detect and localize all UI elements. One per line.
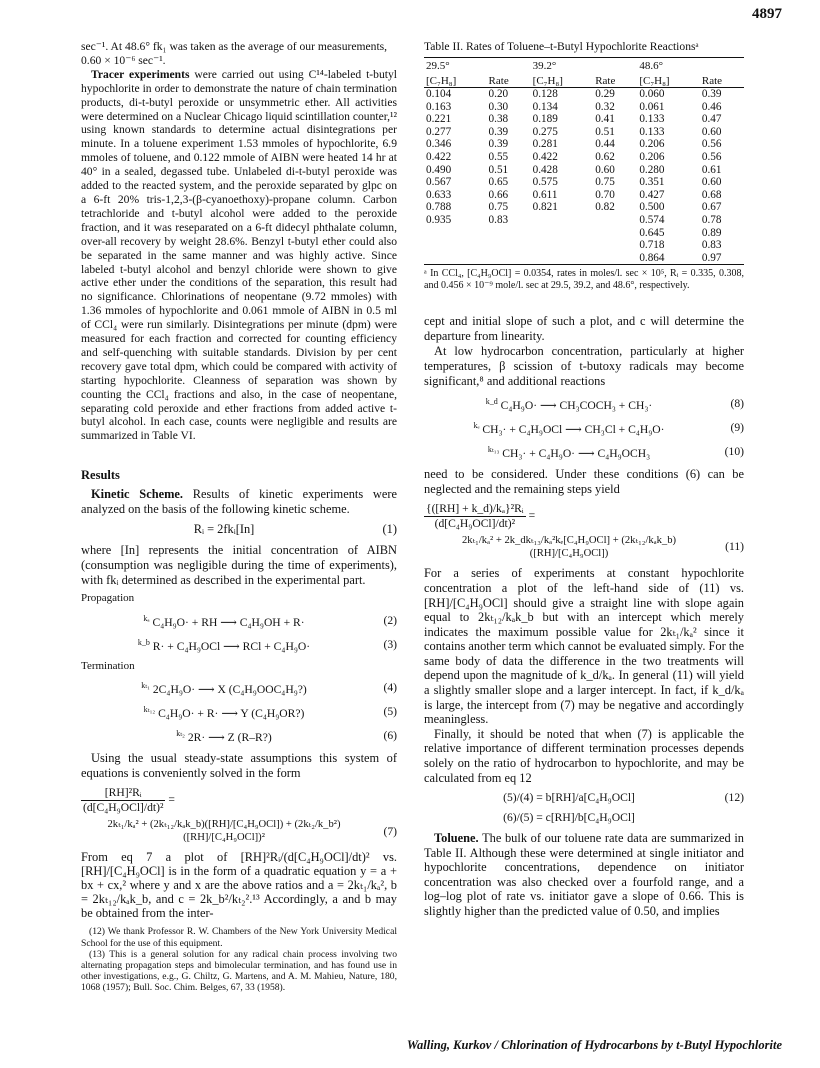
table-col-rate: Rate [593,73,637,88]
table-temperature-row [424,57,744,72]
table-cell: 0.70 [595,188,615,201]
table-cell: 0.67 [701,201,722,214]
equation-5-body: C₄H₉O· + R· ⟶ Y (C₄H₉OR?) [158,707,305,721]
footnote-12: (12) We thank Professor R. W. Chambers of the New York University Medical School for the use of this equipment. [81,926,397,949]
table-cell [487,239,531,252]
kinetic-paragraph [81,487,397,517]
equation-4-body: 2C₄H₉O· ⟶ X (C₄H₉OOC₄H₉?) [152,683,307,697]
results-heading: Results [81,468,120,483]
equation-1-number: (1) [382,522,397,537]
equation-10 [424,443,744,461]
table-header-row [424,73,744,88]
equation-7: $\frac{\text{[RH]²Rᵢ}}{\text{(d[C₄H₉OCl]/dt)²}}$ = 2kₜ₁/kₐ² + (2kₜ₁₂/kₐk_b)([RH]/[C₄H₉OCl]) + (2kₜ₂/k_b²)([RH]/[C₄H₉OCl])² (7) [83,785,397,844]
table-col-conc: [C₇H₈] [531,73,594,88]
table-ii-grid [424,57,744,266]
table-cell [531,239,594,252]
table-cell: 0.60 [595,163,615,176]
table-row [424,239,744,252]
equation-2 [81,612,397,630]
equation-5-number: (5) [383,705,397,719]
table-row [424,151,744,164]
table-cell: 0.46 [701,100,722,113]
table-cell: 0.66 [488,188,509,201]
left-column [81,40,397,994]
table-col-conc: [C₇H₈] [424,73,487,88]
table-cell [424,252,487,265]
where-paragraph: where [In] represents the initial concentration of AIBN (consumption was negligible during the time of experiments), with fkᵢ determined as described in the experimental part. [81,543,397,588]
table-cell: 0.275 [532,125,558,138]
termination-label: Termination [81,659,135,672]
table-cell: 0.39 [488,125,509,138]
table-cell: 0.60 [701,176,722,189]
equation-12-number: (12) [724,791,744,805]
page-number: 4897 [752,6,782,22]
table-temp-3: 48.6° [637,57,744,72]
table-cell: 0.51 [488,163,509,176]
low-concentration-paragraph: At low hydrocarbon concentration, particularly at higher temperatures, β scission of t-butoxy radicals may become significant,⁸ and additional reactions [424,344,744,389]
table-cell [424,227,487,240]
equation-6-number: (6) [383,728,397,742]
equation-11: $\frac{\text{\{([RH] + k\_d)/kₐ\}²Rᵢ}}{\text{(d[C₄H₉OCl]/dt)²}}$ = 2kₜ₁/kₐ² + 2k_dkₜ₁₃/kₐ²kₑ[C₄H₉OCl] + (2kₜ₁₂/kₐk_b)([RH]/[C₄H₉OCl]) (11) [426,501,744,560]
table-row [424,101,744,114]
equation-8-body: C₄H₉O· ⟶ CH₃COCH₃ + CH₃· [500,399,653,413]
finally-paragraph: Finally, it should be noted that when (7) is applicable the relative importance of different termination processes depends solely on the ratio of hydrocarbon to hypochlorite, and may be calculated from eq 12 [424,726,744,785]
equation-3-rate-constant: k_b [137,637,150,647]
table-cell: 0.422 [426,151,452,164]
from-eq7-paragraph: From eq 7 a plot of [RH]²Rᵢ/(d[C₄H₉OCl]/dt)² vs. [RH]/[C₄H₉OCl] is in the form of a quadratic equation y = a + bx + cx,² where y and x are the above ratios and a = 2kₜ₁/kₐ², b = 2kₜ₁₂/kₐk_b, and c = 2k_b²/kₜ₂².¹³ Accordingly, a and b may be obtained from the inter- [81,850,397,921]
table-row [424,201,744,214]
equation-4 [81,679,397,697]
table-cell: 0.061 [639,100,665,113]
equation-11-number: (11) [725,540,744,554]
table-cell: 0.788 [426,201,452,214]
table-cell: 0.060 [639,88,665,101]
table-cell [531,252,594,265]
propagation-label: Propagation [81,592,135,605]
table-cell: 0.29 [595,88,615,101]
table-cell: 0.20 [488,88,509,101]
table-cell: 0.83 [701,239,722,252]
table-cell: 0.163 [426,100,452,113]
table-cell: 0.38 [488,113,509,126]
table-cell: 0.718 [639,239,665,252]
intro-line-1: sec⁻¹. At 48.6° fk₁ was taken as the average of our measurements, [81,40,388,53]
intro-line-2: 0.60 × 10⁻⁶ sec⁻¹. [81,53,166,67]
table-row [424,189,744,202]
equation-1-body: Rᵢ = 2fkᵢ[In] [193,522,255,537]
equation-12a [424,791,744,805]
equation-6-rate-constant: kₜ₂ [176,728,185,738]
table-cell: 0.32 [595,100,615,113]
steady-state-paragraph: Using the usual steady-state assumptions this system of equations is conveniently solved in the form [81,750,397,780]
table-ii [424,40,744,292]
table-cell [593,227,637,240]
table-cell: 0.134 [532,100,558,113]
table-cell: 0.277 [426,125,452,138]
table-cell: 0.645 [639,226,665,239]
table-row [424,113,744,126]
table-cell: 0.428 [532,163,558,176]
equation-9-number: (9) [730,421,744,435]
table-cell: 0.500 [639,201,665,214]
table-cell [531,214,594,227]
table-cell: 0.61 [701,163,722,176]
page-footer: Walling, Kurkov / Chlorination of Hydrocarbons by t-Butyl Hypochlorite [406,1038,782,1052]
table-col-conc: [C₇H₈] [637,73,700,88]
table-cell: 0.490 [426,163,452,176]
equation-3 [81,636,397,654]
table-row [424,252,744,265]
equation-4-rate-constant: kₜ₁ [141,681,150,691]
table-cell [593,252,637,265]
equation-7-lhs [81,786,165,815]
table-cell: 0.567 [426,176,452,189]
equation-11-rhs: 2kₜ₁/kₐ² + 2k_dkₜ₁₃/kₐ²kₑ[C₄H₉OCl] + (2kₜ₁₂/kₐk_b)([RH]/[C₄H₉OCl]) [461,534,677,560]
table-cell: 0.55 [488,151,509,164]
equation-6 [81,727,397,745]
table-cell: 0.62 [595,151,615,164]
equation-12b [424,811,744,825]
table-cell: 0.44 [595,138,615,151]
equation-7-number: (7) [383,824,397,838]
equation-4-number: (4) [383,681,397,695]
equation-8-rate-constant: k_d [485,397,498,407]
table-cell: 0.935 [426,214,452,227]
equation-2-rate-constant: kₐ [143,614,150,623]
table-temp-1: 29.5° [424,57,531,72]
equation-3-body: R· + C₄H₉OCl ⟶ RCl + C₄H₉O· [152,639,311,653]
table-cell: 0.611 [532,188,558,201]
table-row [424,227,744,240]
equation-7-lhs-numerator: [RH]²Rᵢ [81,786,165,801]
table-row [424,138,744,151]
table-cell: 0.128 [532,88,558,101]
table-cell [487,227,531,240]
table-cell: 0.97 [700,252,744,265]
table-cell: 0.78 [701,214,722,227]
table-cell: 0.280 [639,163,665,176]
tracer-paragraph [81,68,397,443]
table-cell: 0.575 [532,176,558,189]
equation-11-lhs [424,502,526,531]
table-cell: 0.104 [426,88,452,101]
table-cell: 0.346 [426,138,452,151]
table-cell: 0.65 [488,176,509,189]
table-cell: 0.864 [637,252,700,265]
equation-8-number: (8) [730,397,744,411]
equation-6-body: 2R· ⟶ Z (R–R?) [187,730,272,744]
table-cell: 0.89 [701,226,722,239]
table-body [424,88,744,265]
table-cell: 0.68 [701,188,722,201]
intercept-paragraph: cept and initial slope of such a plot, and c will determine the departure from linearity. [424,314,744,344]
table-cell: 0.75 [488,201,509,214]
table-cell: 0.281 [532,138,558,151]
table-cell: 0.633 [426,188,452,201]
toluene-paragraph [424,831,744,919]
table-cell: 0.189 [532,113,558,126]
table-cell: 0.83 [488,214,509,227]
toluene-text: The bulk of our toluene rate data are summarized in Table II. Although these were determined at single initiator and hypochlorite concentrations, dependence on initiator concentration was also checked over a fourfold range, and a log–log plot of rate vs. initiator gave a slope of 0.66. This is slightly higher than the predicted value of 0.50, and implies [424,831,744,919]
table-cell: 0.206 [639,138,665,151]
toluene-heading: Toluene. [434,831,479,846]
table-footnote: ᵃ In CCl₄, [C₄H₉OCl] = 0.0354, rates in moles/l. sec × 10⁵, Rᵢ = 0.335, 0.308, and 0.456 × 10⁻⁹ mole/l. sec at 29.5, 39.2, and 48.6°, respectively. [424,268,744,292]
equation-5 [81,703,397,721]
equation-9 [424,419,744,437]
equation-3-number: (3) [383,637,397,651]
table-row [424,164,744,177]
equation-8 [424,395,744,413]
footnotes [81,926,397,993]
table-cell: 0.574 [639,214,665,227]
right-column [424,40,744,919]
table-cell: 0.47 [701,113,722,126]
table-cell: 0.39 [488,138,509,151]
table-cell: 0.51 [595,125,615,138]
table-cell: 0.60 [701,125,722,138]
table-cell: 0.351 [639,176,665,189]
equation-12b-body: (6)/(5) = c[RH]/b[C₄H₉OCl] [503,811,635,825]
table-cell: 0.427 [639,188,665,201]
equation-11-lhs-numerator: {([RH] + k_d)/kₐ}²Rᵢ [426,501,524,515]
table-cell: 0.221 [426,113,452,126]
kinetic-text: Results of kinetic experiments were analyzed on the basis of the following kinetic scheme. [81,487,397,517]
table-cell: 0.82 [595,201,615,214]
table-cell: 0.56 [701,151,722,164]
equation-10-body: CH₃· + C₄H₉O· ⟶ C₄H₉OCH₃ [502,446,651,460]
series-paragraph: For a series of experiments at constant hypochlorite concentration a plot of the left-hand side of (11) vs. [RH]/[C₄H₉OCl] should give a straight line with slope again equal to 2kₜ₁₂/kₐk_b but with an intercept which merely indicates the maximum possible value for 2kₜ₁/kₐ² since it contains another term which cannot be evaluated simply. For the same body of data the difference in the two treatments will depend upon the magnitude of k_d/kₐ. In general (11) will yield a slightly smaller slope and a larger intercept. In fact, if k_d/kₐ is large, the intercept from (7) may be negative and accordingly meaningless. [424,566,744,727]
tracer-text: were carried out using C¹⁴-labeled t-butyl hypochlorite in order to demonstrate the nature of chain termination products, di-t-butyl peroxide or unsymmetric ether. All activities were determined on a Nuclear Chicago liquid scintillation counter,¹² using known standards to determine actual disintegrations per minute. In a toluene experiment 1.53 mmoles of hypochlorite, 6.9 mmoles of toluene, and 0.122 mmole of AIBN were heated 14 hr at 40° in a sealed, degassed tube. Unlabeled di-t-butyl peroxide was added to the reacted system, and the peroxide separated by glpc on a 6-ft 20% tris-1,2,3-(β-cyanoethoxy)-propane column. Carbon tetrachloride and t-butyl alcohol were added to the peroxide fraction, and it was reseparated on a 6-ft didecyl phthalate column, over-all recovery by weight 28.6%. Benzyl t-butyl ether could also be separated in the same manner and was highly active. Since labeled t-butyl alcohol and benzyl chloride were shown to give active ether under the conditions of the separation, this result had no significance. Chlorinations of neopentane (9.72 mmoles) with 1.36 mmoles of hypochlorite and 0.061 mmole of AIBN in 0.5 ml of CCl₄ were run similarly. Disintegrations per minute (dpm) were measured for each fraction and corrected for counting efficiency and self-quenching with suitable standards. Division by per cent recovery gave total dpm, which could be compared with activity of starting hypochlorite. Cleanness of separation was shown by counting the CCl₄ fractions and also, in the case of neopentane, separating cold peroxide and ether fractions from added active t-butyl alcohol. In each case, counts were negligible and results are summarized in Table VI. [81,67,397,443]
table-row [424,88,744,101]
kinetic-heading: Kinetic Scheme. [91,487,184,502]
equation-2-body: C₄H₉O· + RH ⟶ C₄H₉OH + R· [152,615,305,629]
table-cell: 0.30 [488,100,509,113]
table-cell: 0.75 [595,176,615,189]
equation-7-lhs-denominator: (d[C₄H₉OCl]/dt)² [83,800,164,814]
table-caption: Table II. Rates of Toluene–t-Butyl Hypochlorite Reactionsᵃ [424,40,699,53]
table-cell [424,239,487,252]
table-cell: 0.41 [595,113,615,126]
table-row [424,214,744,227]
table-cell: 0.422 [532,151,558,164]
equation-2-number: (2) [383,613,397,627]
table-col-rate: Rate [487,73,531,88]
equation-1 [81,523,397,537]
table-cell [531,227,594,240]
table-row [424,176,744,189]
equation-12a-body: (5)/(4) = b[RH]/a[C₄H₉OCl] [503,791,635,805]
table-cell: 0.39 [701,88,722,101]
table-cell: 0.133 [639,125,665,138]
table-temp-2: 39.2° [531,57,638,72]
table-cell [487,252,531,265]
table-row [424,126,744,139]
equation-10-number: (10) [724,444,744,458]
table-cell: 0.821 [532,201,558,214]
need-paragraph: need to be considered. Under these conditions (6) can be neglected and the remaining steps yield [424,466,744,496]
table-col-rate: Rate [700,73,744,88]
footnote-13: (13) This is a general solution for any radical chain process involving two alternating propagation steps and bimolecular termination, and has found use in other investigations, e.g., G. Chiltz, G. Martens, and A. M. Mahieu, Nature, 180, 1068 (1957); Bull. Soc. Chim. Belges, 67, 33 (1958). [81,948,397,994]
equation-9-body: CH₃· + C₄H₉OCl ⟶ CH₃Cl + C₄H₉O· [482,423,665,437]
equation-7-rhs: 2kₜ₁/kₐ² + (2kₜ₁₂/kₐk_b)([RH]/[C₄H₉OCl]) + (2kₜ₂/k_b²)([RH]/[C₄H₉OCl])² [107,818,341,844]
table-cell: 0.206 [639,151,665,164]
equation-5-rate-constant: kₜ₁₂ [143,705,156,715]
table-cell [593,214,637,227]
equation-10-rate-constant: kₜ₁₃ [487,444,500,454]
tracer-heading: Tracer experiments [91,67,190,81]
table-cell [593,239,637,252]
equation-11-lhs-denominator: (d[C₄H₉OCl]/dt)² [434,516,516,530]
table-cell: 0.56 [701,138,722,151]
table-cell: 0.133 [639,113,665,126]
equation-9-rate-constant: kₑ [473,421,480,431]
